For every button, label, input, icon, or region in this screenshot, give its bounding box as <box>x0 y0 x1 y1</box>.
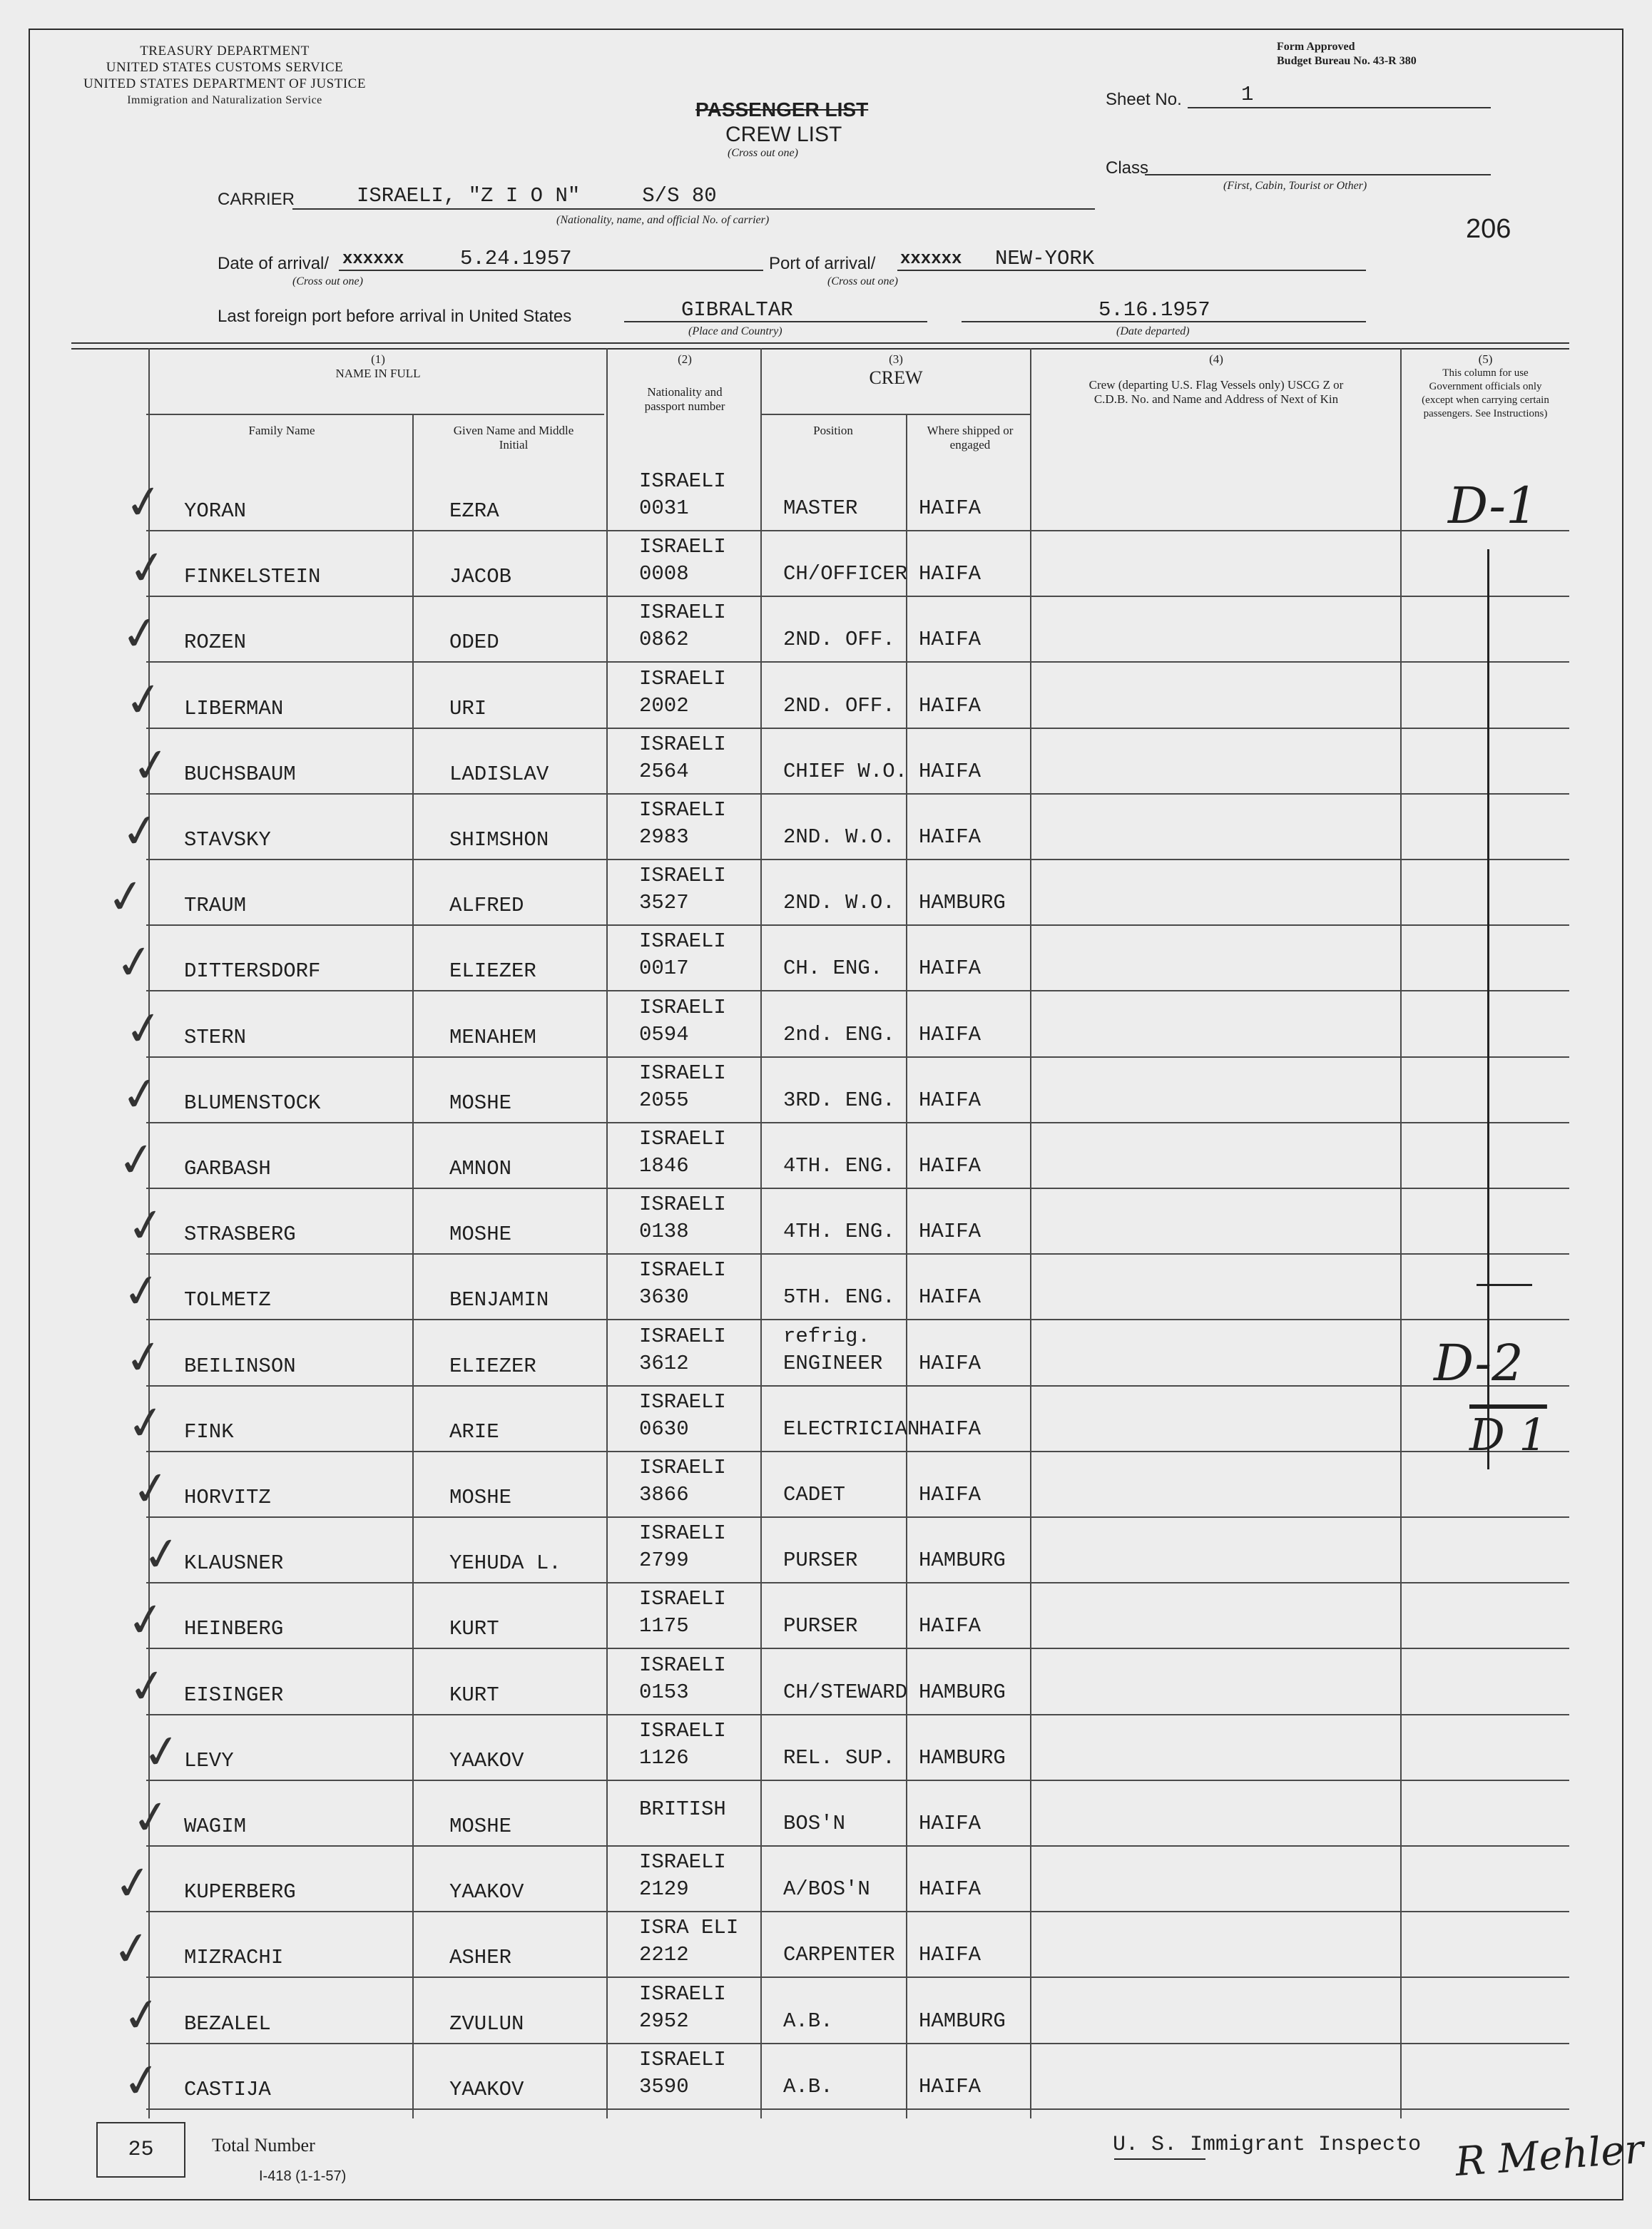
check-mark-icon: ✓ <box>125 539 170 598</box>
crew-given-name: ELIEZER <box>449 959 536 984</box>
col2-header <box>621 352 749 414</box>
annotation-bracket <box>1487 549 1492 1469</box>
crew-passport-number: 3866 <box>639 1483 689 1506</box>
crew-nationality: ISRAELI <box>639 2047 726 2071</box>
crew-family-name: BUCHSBAUM <box>184 762 296 786</box>
col-divider-1 <box>606 348 608 2118</box>
crew-given-name: BENJAMIN <box>449 1288 549 1312</box>
crew-family-name: FINKELSTEIN <box>184 565 321 589</box>
check-mark-icon: ✓ <box>123 1592 169 1650</box>
crew-given-name: YEHUDA L. <box>449 1551 561 1576</box>
col4-header <box>1081 352 1352 407</box>
check-mark-icon: ✓ <box>123 1394 169 1453</box>
col3-number: (3) <box>889 352 903 366</box>
crew-family-name: WAGIM <box>184 1815 247 1838</box>
crew-nationality: ISRAELI <box>639 535 726 559</box>
agency-line-2: UNITED STATES CUSTOMS SERVICE <box>106 60 344 75</box>
table-top-rule-2 <box>71 348 1569 350</box>
departure-note: (Date departed) <box>1116 325 1190 337</box>
table-row-rule <box>146 1911 1569 1912</box>
arrival-underline <box>339 270 763 271</box>
check-mark-icon: ✓ <box>114 1131 160 1190</box>
crew-family-name: GARBASH <box>184 1157 271 1180</box>
last-port-note: (Place and Country) <box>688 325 782 337</box>
col5-number: (5) <box>1478 352 1493 366</box>
table-row-rule <box>146 859 1569 860</box>
crew-family-name: TOLMETZ <box>184 1288 271 1312</box>
table-row-rule <box>146 924 1569 926</box>
crew-shipped-at: HAMBURG <box>919 1680 1006 1704</box>
crew-family-name: STAVSKY <box>184 828 271 852</box>
annotation-d1: D-1 <box>1448 476 1538 535</box>
arrival-struck: xxxxxx <box>342 250 404 269</box>
crew-nationality: ISRAELI <box>639 1456 726 1479</box>
table-row-rule <box>146 1780 1569 1781</box>
crew-given-name: ODED <box>449 631 499 655</box>
crew-given-name: KURT <box>449 1617 499 1641</box>
crew-nationality: ISRAELI <box>639 864 726 888</box>
crew-given-name: MOSHE <box>449 1091 512 1115</box>
position-header: Position <box>813 424 853 437</box>
crew-family-name: BEILINSON <box>184 1354 296 1378</box>
crew-passport-number: 0008 <box>639 562 689 586</box>
crew-shipped-at: HAIFA <box>919 1220 981 1244</box>
carrier-value: ISRAELI, "Z I O N" S/S 80 <box>357 184 717 208</box>
carrier-underline <box>292 208 1095 210</box>
check-mark-icon: ✓ <box>119 1263 165 1321</box>
crew-passport-number: 0862 <box>639 628 689 652</box>
table-row-rule <box>146 1451 1569 1452</box>
crew-passport-number: 1846 <box>639 1154 689 1178</box>
port-value: NEW-YORK <box>995 247 1095 270</box>
col1-header <box>150 352 606 381</box>
crew-shipped-at: HAIFA <box>919 1285 981 1310</box>
inspector-stamp: U. S. Immigrant Inspecto <box>1113 2133 1422 2157</box>
crew-nationality: ISRAELI <box>639 995 726 1019</box>
crew-family-name: HORVITZ <box>184 1486 271 1509</box>
departure-date: 5.16.1957 <box>1098 298 1210 322</box>
crew-position: ELECTRICIAN <box>783 1417 920 1441</box>
crew-family-name: KUPERBERG <box>184 1880 296 1904</box>
crew-family-name: MIZRACHI <box>184 1946 284 1970</box>
crew-given-name: MOSHE <box>449 1486 512 1509</box>
crew-family-name: BLUMENSTOCK <box>184 1091 321 1115</box>
arrival-date: 5.24.1957 <box>460 247 572 270</box>
crew-passport-number: 2129 <box>639 1877 689 1902</box>
family-name-header: Family Name <box>248 424 315 437</box>
crew-passport-number: 0017 <box>639 957 689 981</box>
crew-nationality: ISRAELI <box>639 666 726 690</box>
carrier-note: (Nationality, name, and official No. of carrier) <box>556 214 770 226</box>
col5-header <box>1419 352 1551 421</box>
crew-position-line-2: ENGINEER <box>783 1351 883 1375</box>
table-row-rule <box>146 1845 1569 1847</box>
crew-position: 2ND. W.O. <box>783 891 895 915</box>
crew-family-name: DITTERSDORF <box>184 959 321 984</box>
col-divider-4 <box>1400 348 1402 2118</box>
col3-header <box>762 352 1030 388</box>
port-note: (Cross out one) <box>827 275 898 287</box>
check-mark-icon: ✓ <box>109 1921 155 1979</box>
table-row-rule <box>146 1056 1569 1058</box>
col-divider-3a <box>906 414 907 2118</box>
table-row-rule <box>146 1582 1569 1583</box>
crew-nationality: ISRAELI <box>639 798 726 822</box>
crew-given-name: ZVULUN <box>449 2011 524 2036</box>
table-row-rule <box>146 1385 1569 1387</box>
crew-given-name: URI <box>449 696 487 720</box>
crew-position: CADET <box>783 1483 846 1506</box>
crew-shipped-at: HAIFA <box>919 1351 981 1375</box>
crew-passport-number: 3590 <box>639 2074 689 2098</box>
crew-passport-number: 2002 <box>639 693 689 718</box>
table-row-rule <box>146 990 1569 991</box>
crew-passport-number: 1175 <box>639 1614 689 1638</box>
form-approved <box>1277 40 1417 68</box>
crew-passport-number: 2055 <box>639 1088 689 1112</box>
crew-given-name: SHIMSHON <box>449 828 549 852</box>
crew-given-name: ALFRED <box>449 894 524 918</box>
check-mark-icon: ✓ <box>128 737 174 795</box>
check-mark-icon: ✓ <box>118 1066 163 1124</box>
table-row-rule <box>146 661 1569 663</box>
table-row-rule <box>146 1516 1569 1518</box>
crew-shipped-at: HAIFA <box>919 1812 981 1835</box>
check-mark-icon: ✓ <box>103 868 149 927</box>
crew-nationality: ISRAELI <box>639 469 726 493</box>
crew-position: A/BOS'N <box>783 1877 870 1902</box>
crew-nationality: ISRAELI <box>639 1324 726 1348</box>
col1-title: NAME IN FULL <box>335 367 421 380</box>
crew-shipped-at: HAIFA <box>919 1614 981 1638</box>
form-number: I-418 (1-1-57) <box>259 2168 347 2184</box>
col2-title: Nationality and passport number <box>644 385 725 413</box>
table-row-rule <box>146 1319 1569 1320</box>
table-row-rule <box>146 1122 1569 1123</box>
total-number-label: Total Number <box>212 2135 315 2156</box>
crew-family-name: TRAUM <box>184 894 247 918</box>
crew-position: 5TH. ENG. <box>783 1285 895 1310</box>
crew-position: BOS'N <box>783 1812 846 1835</box>
crew-family-name: LIBERMAN <box>184 696 284 720</box>
crew-passport-number: 1126 <box>639 1745 689 1770</box>
crew-nationality: ISRAELI <box>639 1587 726 1611</box>
crew-nationality: ISRAELI <box>639 1718 726 1743</box>
crew-shipped-at: HAIFA <box>919 825 981 849</box>
crew-position: PURSER <box>783 1614 858 1638</box>
crew-nationality: ISRA ELI <box>639 1916 739 1940</box>
crew-family-name: ROZEN <box>184 631 247 655</box>
port-struck: xxxxxx <box>900 250 962 269</box>
table-row-rule <box>146 1188 1569 1189</box>
crew-nationality: ISRAELI <box>639 601 726 625</box>
table-row-rule <box>146 596 1569 597</box>
check-mark-icon: ✓ <box>119 1986 165 2044</box>
crew-shipped-at: HAIFA <box>919 1943 981 1967</box>
crew-family-name: EISINGER <box>184 1683 284 1707</box>
crew-position: MASTER <box>783 496 858 520</box>
crew-family-name: BEZALEL <box>184 2011 271 2036</box>
arrival-note: (Cross out one) <box>292 275 363 287</box>
col4-number: (4) <box>1209 352 1223 366</box>
crew-family-name: YORAN <box>184 499 247 523</box>
crew-nationality: ISRAELI <box>639 1653 726 1677</box>
crew-shipped-at: HAIFA <box>919 1154 981 1178</box>
crew-position: 2ND. OFF. <box>783 628 895 652</box>
sheet-underline <box>1188 107 1491 108</box>
crew-nationality: ISRAELI <box>639 1193 726 1217</box>
where-shipped-header: Where shipped or engaged <box>927 424 1014 452</box>
table-row-rule <box>146 728 1569 729</box>
col-divider-2 <box>760 348 762 2118</box>
crew-position: CH/STEWARD <box>783 1680 908 1704</box>
crew-passport-number: 0031 <box>639 496 689 520</box>
crew-shipped-at: HAMBURG <box>919 891 1006 915</box>
table-top-rule-1 <box>71 342 1569 344</box>
crew-passport-number: 0594 <box>639 1022 689 1046</box>
class-note: (First, Cabin, Tourist or Other) <box>1223 180 1367 192</box>
crew-passport-number: 0630 <box>639 1417 689 1441</box>
table-row-rule <box>146 2043 1569 2044</box>
crew-nationality: ISRAELI <box>639 1127 726 1151</box>
crew-passport-number: 2799 <box>639 1549 689 1573</box>
last-port-value: GIBRALTAR <box>681 298 793 322</box>
col1-number: (1) <box>371 352 385 366</box>
table-row-rule <box>146 793 1569 795</box>
check-mark-icon: ✓ <box>139 1526 185 1584</box>
crew-family-name: STRASBERG <box>184 1223 296 1247</box>
check-mark-icon: ✓ <box>118 802 163 861</box>
agency-heading <box>78 43 371 108</box>
crew-passport-number: 2564 <box>639 759 689 783</box>
sheet-value: 1 <box>1241 83 1254 106</box>
form-approved-line-2: Budget Bureau No. 43-R 380 <box>1277 55 1417 67</box>
crew-nationality: ISRAELI <box>639 1389 726 1414</box>
crew-nationality: ISRAELI <box>639 1850 726 1874</box>
crew-family-name: KLAUSNER <box>184 1551 284 1576</box>
crew-shipped-at: HAIFA <box>919 2074 981 2098</box>
crew-given-name: YAAKOV <box>449 1748 524 1773</box>
crew-given-name: MOSHE <box>449 1223 512 1247</box>
crew-family-name: CASTIJA <box>184 2077 271 2101</box>
check-mark-icon: ✓ <box>112 934 158 992</box>
crew-passport-number: 2983 <box>639 825 689 849</box>
col5-title: This column for use Government officials only (except when carrying certain passengers. See Instructions) <box>1422 367 1549 419</box>
crew-position: A.B. <box>783 2074 833 2098</box>
check-mark-icon: ✓ <box>121 1329 167 1387</box>
crew-nationality: BRITISH <box>639 1797 726 1821</box>
departure-underline <box>962 321 1366 322</box>
check-mark-icon: ✓ <box>121 1000 167 1058</box>
crew-position: REL. SUP. <box>783 1745 895 1770</box>
annotation-d1b: D 1 <box>1469 1409 1547 1461</box>
crew-shipped-at: HAIFA <box>919 496 981 520</box>
crew-nationality: ISRAELI <box>639 1521 726 1546</box>
crew-family-name: HEINBERG <box>184 1617 284 1641</box>
crew-position: 3RD. ENG. <box>783 1088 895 1112</box>
crew-given-name: LADISLAV <box>449 762 549 786</box>
crew-shipped-at: HAIFA <box>919 562 981 586</box>
agency-line-3: UNITED STATES DEPARTMENT OF JUSTICE <box>83 76 366 91</box>
agency-line-4: Immigration and Naturalization Service <box>127 94 322 106</box>
crew-shipped-at: HAIFA <box>919 693 981 718</box>
table-row-rule <box>146 1976 1569 1978</box>
check-mark-icon: ✓ <box>111 1855 156 1913</box>
check-mark-icon: ✓ <box>118 606 163 663</box>
crew-given-name: YAAKOV <box>449 2077 524 2101</box>
crew-shipped-at: HAIFA <box>919 1022 981 1046</box>
inspector-underline <box>1114 2158 1205 2160</box>
crew-position: 2nd. ENG. <box>783 1022 895 1046</box>
crew-given-name: ASHER <box>449 1946 512 1970</box>
table-row-rule <box>146 1253 1569 1255</box>
crew-given-name: EZRA <box>449 499 499 523</box>
port-label: Port of arrival/ <box>769 254 876 273</box>
carrier-label: CARRIER <box>218 190 295 209</box>
crew-shipped-at: HAMBURG <box>919 1549 1006 1573</box>
table-row-rule <box>146 2108 1569 2110</box>
check-mark-icon: ✓ <box>139 1723 185 1782</box>
crew-shipped-at: HAIFA <box>919 628 981 652</box>
table-row-rule <box>146 1714 1569 1715</box>
crew-shipped-at: HAIFA <box>919 957 981 981</box>
crew-given-name: KURT <box>449 1683 499 1707</box>
table-row-rule <box>146 1648 1569 1649</box>
crew-position: 4TH. ENG. <box>783 1154 895 1178</box>
crew-given-name: ARIE <box>449 1419 499 1444</box>
col2-number: (2) <box>678 352 692 366</box>
annotation-tick <box>1477 1284 1532 1286</box>
crew-family-name: LEVY <box>184 1748 234 1773</box>
agency-line-1: TREASURY DEPARTMENT <box>140 44 310 58</box>
crew-nationality: ISRAELI <box>639 1258 726 1282</box>
crew-shipped-at: HAMBURG <box>919 2009 1006 2033</box>
crew-given-name: JACOB <box>449 565 512 589</box>
crew-position: CH/OFFICER <box>783 562 908 586</box>
crew-given-name: MENAHEM <box>449 1025 536 1049</box>
class-underline <box>1145 174 1491 175</box>
crew-family-name: STERN <box>184 1025 247 1049</box>
check-mark-icon: ✓ <box>121 671 167 729</box>
crew-nationality: ISRAELI <box>639 732 726 756</box>
annotation-d2: D-2 <box>1434 1334 1524 1392</box>
crew-shipped-at: HAIFA <box>919 1417 981 1441</box>
crew-shipped-at: HAIFA <box>919 1483 981 1506</box>
arrival-label: Date of arrival/ <box>218 254 330 273</box>
col4-title: Crew (departing U.S. Flag Vessels only) USCG Z or C.D.B. No. and Name and Address of Next of Kin <box>1088 378 1344 406</box>
crew-passport-number: 3527 <box>639 891 689 915</box>
page-number: 206 <box>1466 214 1511 244</box>
crew-position: 2ND. W.O. <box>783 825 895 849</box>
check-mark-icon: ✓ <box>119 2052 165 2111</box>
crew-position: 2ND. OFF. <box>783 693 895 718</box>
table-row-rule <box>146 530 1569 531</box>
col3-title: CREW <box>869 367 923 388</box>
crew-subheader-rule <box>762 414 1030 415</box>
crew-shipped-at: HAIFA <box>919 1877 981 1902</box>
name-subheader-rule <box>146 414 604 415</box>
check-mark-icon: ✓ <box>128 1460 174 1519</box>
crew-passport-number: 3612 <box>639 1351 689 1375</box>
crew-passport-number: 3630 <box>639 1285 689 1310</box>
crew-given-name: AMNON <box>449 1157 512 1180</box>
last-port-label: Last foreign port before arrival in United States <box>218 307 572 326</box>
crew-nationality: ISRAELI <box>639 929 726 954</box>
inspector-signature: R Mehler <box>1454 2126 1646 2186</box>
crew-given-name: YAAKOV <box>449 1880 524 1904</box>
total-number-box: 25 <box>96 2122 185 2178</box>
passenger-list-struck: PASSENGER LIST <box>695 98 869 121</box>
check-mark-icon: ✓ <box>125 1658 170 1715</box>
check-mark-icon: ✓ <box>121 474 167 532</box>
given-name-header: Given Name and Middle Initial <box>453 424 574 452</box>
crew-passport-number: 2212 <box>639 1943 689 1967</box>
port-underline <box>897 270 1366 271</box>
crew-passport-number: 0153 <box>639 1680 689 1704</box>
class-label: Class <box>1106 158 1149 178</box>
crew-given-name: MOSHE <box>449 1815 512 1838</box>
crew-passport-number: 2952 <box>639 2009 689 2033</box>
crew-list-title: CREW LIST <box>725 123 842 146</box>
form-approved-line-1: Form Approved <box>1277 41 1355 53</box>
crew-position: A.B. <box>783 2009 833 2033</box>
crew-shipped-at: HAIFA <box>919 1088 981 1112</box>
check-mark-icon: ✓ <box>128 1789 174 1847</box>
crew-position: CARPENTER <box>783 1943 895 1967</box>
col-divider-3 <box>1030 348 1031 2118</box>
crew-nationality: ISRAELI <box>639 1061 726 1085</box>
sheet-label: Sheet No. <box>1106 90 1182 109</box>
check-mark-icon: ✓ <box>123 1197 169 1255</box>
crew-position: CH. ENG. <box>783 957 883 981</box>
crew-position: PURSER <box>783 1549 858 1573</box>
crew-family-name: FINK <box>184 1419 234 1444</box>
crew-nationality: ISRAELI <box>639 1981 726 2006</box>
col-divider-1a <box>412 414 414 2118</box>
last-port-underline <box>624 321 927 322</box>
crew-given-name: ELIEZER <box>449 1354 536 1378</box>
list-type-note: (Cross out one) <box>728 147 798 159</box>
crew-shipped-at: HAIFA <box>919 759 981 783</box>
crew-passport-number: 0138 <box>639 1220 689 1244</box>
crew-position: refrig. <box>783 1324 870 1348</box>
crew-position: CHIEF W.O. <box>783 759 908 783</box>
crew-position: 4TH. ENG. <box>783 1220 895 1244</box>
crew-shipped-at: HAMBURG <box>919 1745 1006 1770</box>
